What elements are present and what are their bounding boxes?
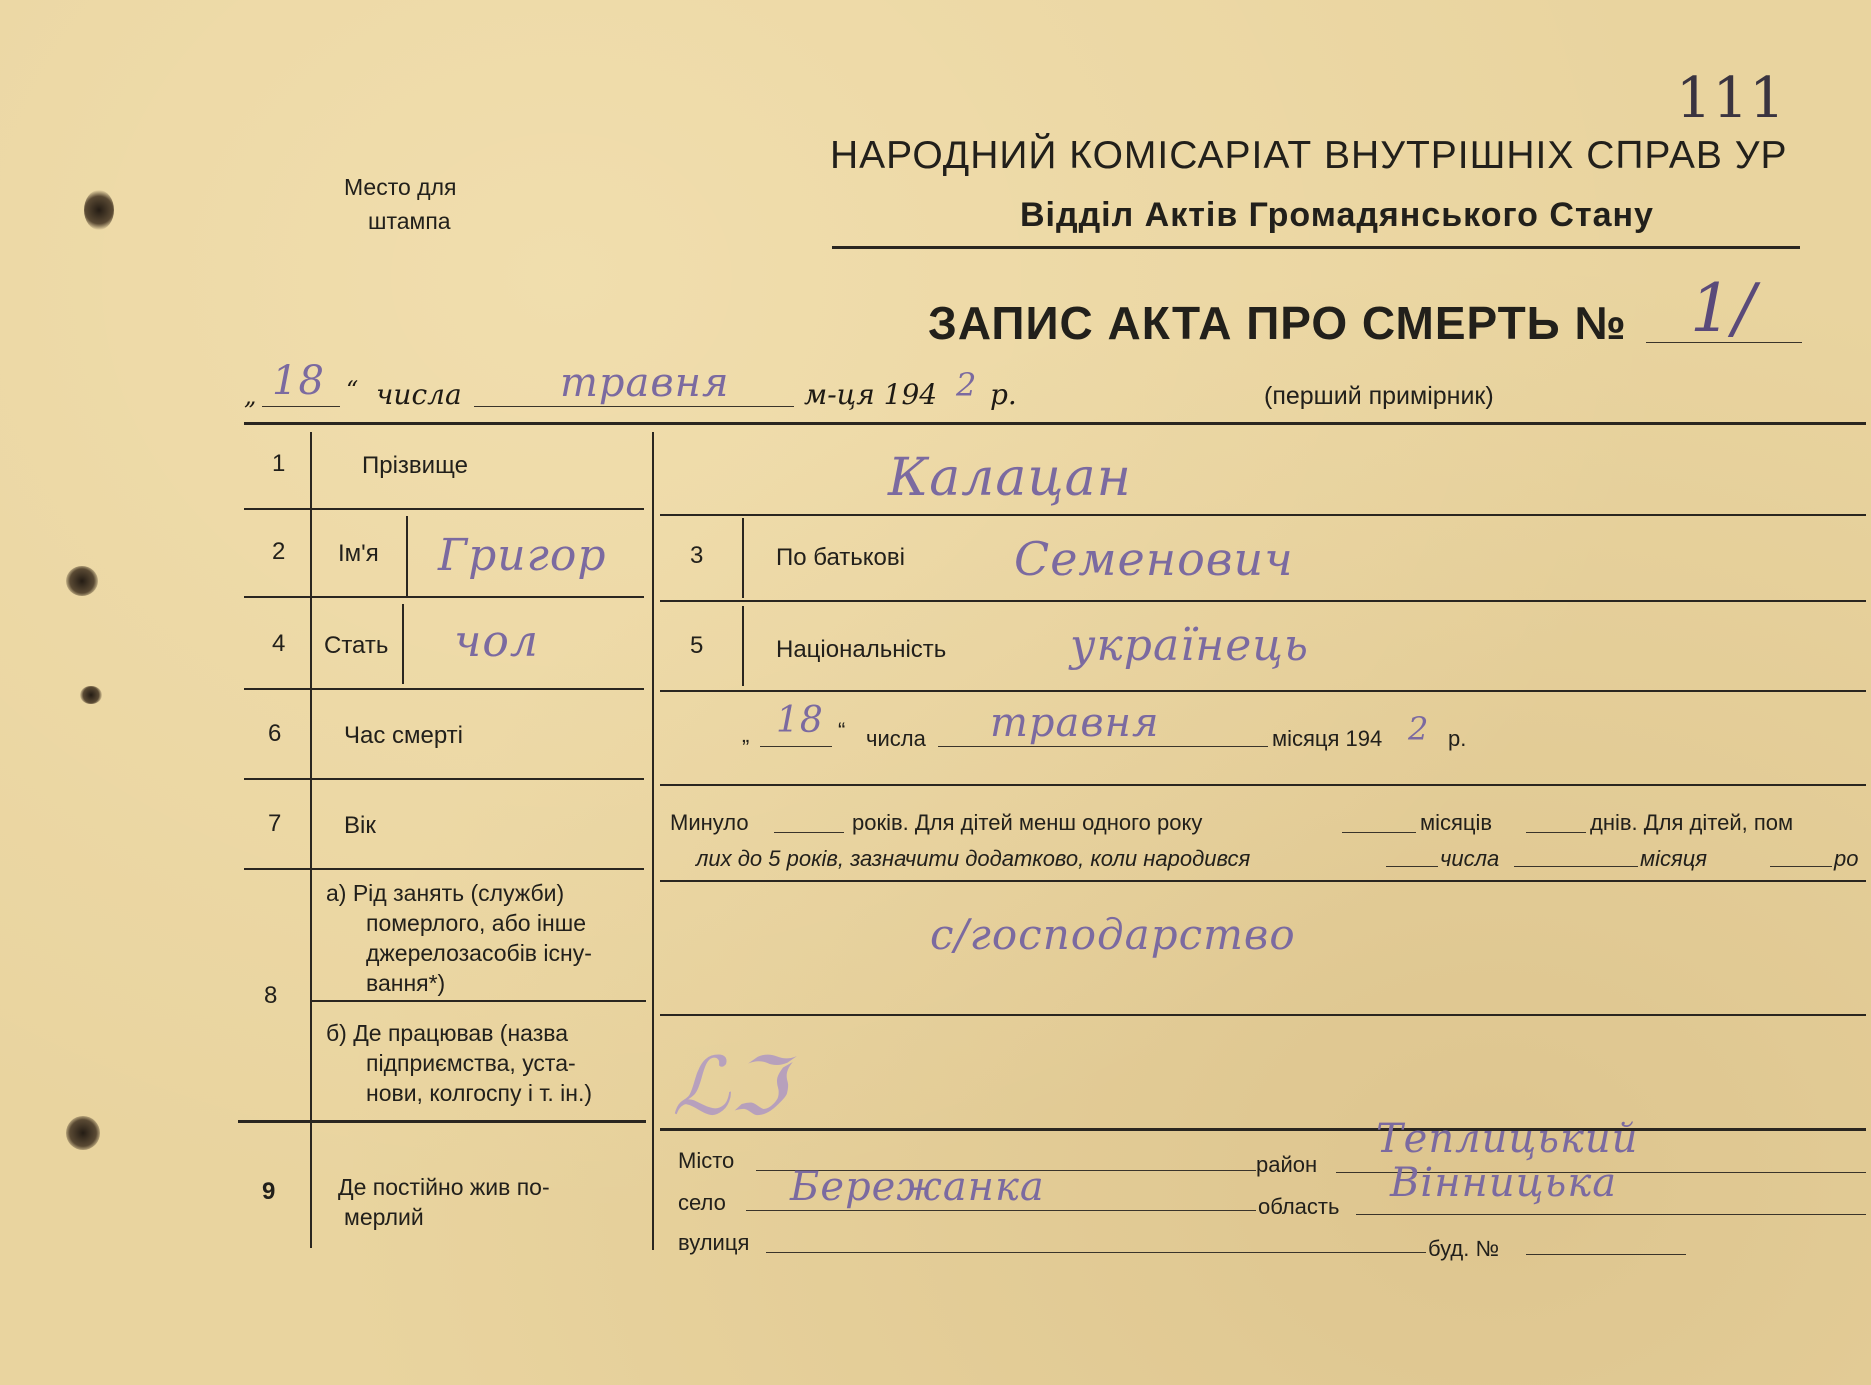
sex-value: чол xyxy=(454,616,539,667)
row-number-4: 4 xyxy=(272,630,286,657)
building-line xyxy=(1526,1254,1686,1255)
date-year-suffix: р. xyxy=(990,378,1017,411)
nationality-value: українець xyxy=(1070,620,1309,671)
occupation-b-line1: б) Де працював (назва xyxy=(326,1020,568,1046)
death-day-value: 18 xyxy=(776,700,824,741)
name-value: Григор xyxy=(438,530,607,581)
region-label: область xyxy=(1258,1194,1340,1219)
age-years-line xyxy=(774,832,844,833)
name-label: Ім'я xyxy=(338,540,379,567)
row-sep xyxy=(660,784,1866,786)
age-text-2d: ро xyxy=(1834,846,1859,871)
region-value: Вінницька xyxy=(1390,1160,1618,1206)
row-sep xyxy=(238,1120,646,1123)
department-heading: Відділ Актів Громадянського Стану xyxy=(1020,196,1654,234)
record-number-value: 1/ xyxy=(1690,270,1757,347)
row-sep xyxy=(660,600,1866,602)
district-value: Теплицький xyxy=(1376,1116,1639,1162)
age-text-1d: днів. Для дітей, пом xyxy=(1590,810,1794,835)
street-line xyxy=(766,1252,1426,1253)
patronymic-split-line xyxy=(742,518,744,598)
death-month-line xyxy=(938,746,1268,747)
district-label: район xyxy=(1256,1152,1318,1177)
surname-value: Калацан xyxy=(888,448,1132,508)
row-number-7: 7 xyxy=(268,810,282,837)
punch-hole xyxy=(80,686,102,704)
death-year-suffix: р. xyxy=(1448,726,1467,751)
age-months-line xyxy=(1342,832,1416,833)
nationality-split-line xyxy=(742,606,744,686)
row-sep xyxy=(244,596,644,598)
death-month-label: місяця 194 xyxy=(1272,726,1383,751)
row-sep xyxy=(244,688,644,690)
date-numbers-label: числа xyxy=(376,378,462,411)
building-label: буд. № xyxy=(1428,1236,1500,1261)
punch-hole xyxy=(66,1116,100,1150)
occupation-a-line3: джерелозасобів існу- xyxy=(366,940,592,966)
region-line xyxy=(1356,1214,1866,1215)
table-top-rule xyxy=(244,422,1866,425)
sex-label: Стать xyxy=(324,632,389,659)
row-number-8: 8 xyxy=(264,982,278,1009)
age-text-2c: місяця xyxy=(1640,846,1708,871)
row-sep xyxy=(660,880,1866,882)
occupation-a-line2: померлого, або інше xyxy=(366,910,586,936)
row-number-6: 6 xyxy=(268,720,282,747)
punch-hole xyxy=(66,566,98,596)
row-number-3: 3 xyxy=(690,542,704,569)
patronymic-value: Семенович xyxy=(1014,532,1294,586)
row-number-9: 9 xyxy=(262,1178,276,1205)
death-month-value: травня xyxy=(990,700,1160,746)
date-month-label: м-ця 194 xyxy=(804,378,938,411)
age-birth-month-line xyxy=(1514,866,1638,867)
record-month-line xyxy=(474,406,794,407)
sex-split-line xyxy=(402,604,404,684)
age-label: Вік xyxy=(344,812,376,839)
record-day-line xyxy=(262,406,340,407)
row-sep xyxy=(244,868,644,870)
village-label: село xyxy=(678,1190,726,1215)
death-quote-close: “ xyxy=(838,718,846,743)
date-quote-open: „ xyxy=(244,382,257,410)
death-numbers-label: числа xyxy=(866,726,926,751)
age-days-line xyxy=(1526,832,1586,833)
residence-label-2: мерлий xyxy=(344,1204,424,1230)
village-line xyxy=(746,1210,1256,1211)
ministry-heading: НАРОДНИЙ КОМІСАРІАТ ВНУТРІШНІХ СПРАВ УР xyxy=(830,134,1788,177)
street-label: вулиця xyxy=(678,1230,750,1255)
row-sep xyxy=(244,778,644,780)
row-number-1: 1 xyxy=(272,450,286,477)
page-number: 111 xyxy=(1676,66,1786,131)
patronymic-label: По батькові xyxy=(776,544,905,571)
occupation-a-line4: вання*) xyxy=(366,970,446,996)
village-value: Бережанка xyxy=(790,1164,1045,1210)
nationality-label: Національність xyxy=(776,636,947,663)
age-birth-year-line xyxy=(1770,866,1832,867)
death-year-digit: 2 xyxy=(1408,710,1430,748)
age-birth-day-line xyxy=(1386,866,1438,867)
occupation-a-line1: а) Рід занять (служби) xyxy=(326,880,565,906)
table-vline-mid xyxy=(652,432,654,1250)
row-sep xyxy=(660,514,1866,516)
age-text-2a: лих до 5 років, зазначити додатково, коли народився xyxy=(696,846,1251,871)
age-text-1b: років. Для дітей менш одного року xyxy=(852,810,1203,835)
row-sep xyxy=(660,1014,1866,1016)
row-sep xyxy=(660,1128,1866,1131)
death-time-label: Час смерті xyxy=(344,722,464,749)
row-number-5: 5 xyxy=(690,632,704,659)
document-title: ЗАПИС АКТА ПРО СМЕРТЬ № xyxy=(928,297,1627,349)
row-sep xyxy=(312,1000,646,1002)
stamp-place-label-2: штампа xyxy=(368,208,451,234)
city-label: Місто xyxy=(678,1148,735,1173)
row-number-2: 2 xyxy=(272,538,286,565)
row-sep xyxy=(244,508,644,510)
stamp-place-label-1: Место для xyxy=(344,174,457,200)
occupation-b-line3: нови, колгоспу і т. ін.) xyxy=(366,1080,593,1106)
age-text-1c: місяців xyxy=(1420,810,1493,835)
death-quote-open: „ xyxy=(742,722,750,747)
age-text-1a: Минуло xyxy=(670,810,749,835)
residence-label-1: Де постійно жив по- xyxy=(338,1174,550,1200)
record-year-digit: 2 xyxy=(956,366,978,404)
date-quote-close: “ xyxy=(346,376,359,404)
header-underline xyxy=(832,246,1800,249)
surname-label: Прізвище xyxy=(362,452,468,479)
death-day-line xyxy=(760,746,832,747)
record-month-value: травня xyxy=(560,360,730,406)
row-sep xyxy=(660,690,1866,692)
faded-stamp-mark: ℒℑ xyxy=(672,1040,786,1133)
record-day-value: 18 xyxy=(272,358,325,404)
name-split-line xyxy=(406,516,408,598)
occupation-b-line2: підприємства, уста- xyxy=(366,1050,576,1076)
punch-hole xyxy=(84,190,114,230)
age-text-2b: числа xyxy=(1440,846,1500,871)
copy-note: (перший примірник) xyxy=(1264,382,1494,410)
occupation-value: с/господарство xyxy=(930,910,1296,959)
table-vline-left xyxy=(310,432,312,1248)
